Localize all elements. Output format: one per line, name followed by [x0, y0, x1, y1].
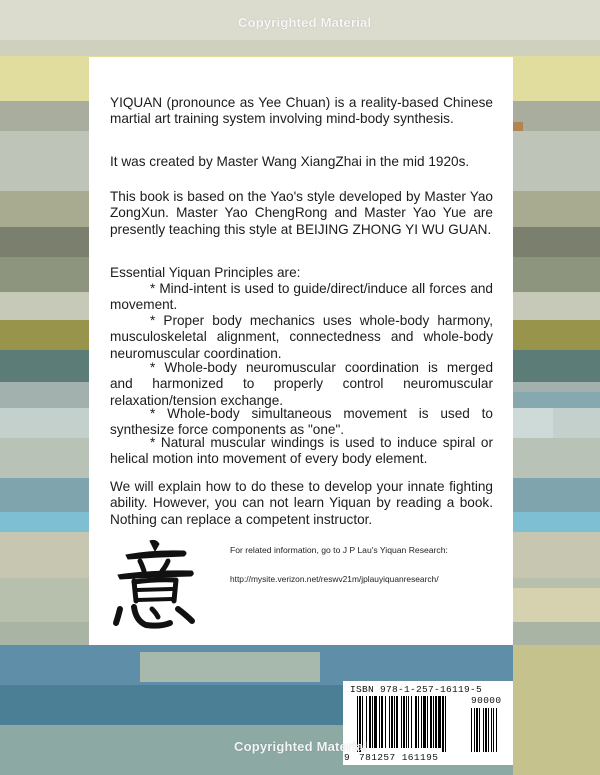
principle-item: * Mind-intent is used to guide/direct/induce all forces and movement.: [110, 281, 493, 313]
barcode-digits: 781257 161195: [359, 752, 439, 763]
intro-paragraph-1: YIQUAN (pronounce as Yee Chuan) is a reality-based Chinese martial art training system involving mind-body synthesis.: [110, 95, 493, 127]
closing-paragraph: We will explain how to do these to develop your innate fighting ability. However, you can not learn Yiquan by reading a book. Nothing can replace a competent instructor.: [110, 479, 493, 527]
isbn-label: ISBN 978-1-257-16119-5: [350, 684, 483, 695]
yi-calligraphy-logo: [112, 537, 197, 632]
isbn-barcode: [343, 681, 513, 765]
principles-heading: Essential Yiquan Principles are:: [110, 265, 301, 280]
related-info-text: For related information, go to J P Lau's Yiquan Research:: [230, 545, 448, 555]
watermark-top: Copyrighted Material: [238, 15, 372, 30]
barcode-addon-digits: 90000: [471, 695, 502, 706]
principle-item: * Natural muscular windings is used to induce spiral or helical motion into movement of every body element.: [110, 435, 493, 467]
barcode-first-digit: 9: [344, 752, 350, 763]
research-url[interactable]: http://mysite.verizon.net/reswv21m/jplauyiquanresearch/: [230, 574, 439, 584]
watermark-bottom: Copyrighted Material: [234, 739, 368, 754]
barcode-bars: [347, 696, 509, 752]
principle-item: * Proper body mechanics uses whole-body harmony, musculoskeletal alignment, connectedness and whole-body neuromuscular coordination.: [110, 313, 493, 361]
principle-item: * Whole-body neuromuscular coordination is merged and harmonized to properly control neuromuscular relaxation/tension exchange.: [110, 360, 493, 408]
intro-paragraph-3: This book is based on the Yao's style developed by Master Yao ZongXun. Master Yao ChengRong and Master Yao Yue are presently teaching this style at BEIJING ZHONG YI WU GUAN.: [110, 189, 493, 237]
principle-item: * Whole-body simultaneous movement is used to synthesize force components as "one".: [110, 406, 493, 438]
intro-paragraph-2: It was created by Master Wang XiangZhai in the mid 1920s.: [110, 154, 470, 169]
